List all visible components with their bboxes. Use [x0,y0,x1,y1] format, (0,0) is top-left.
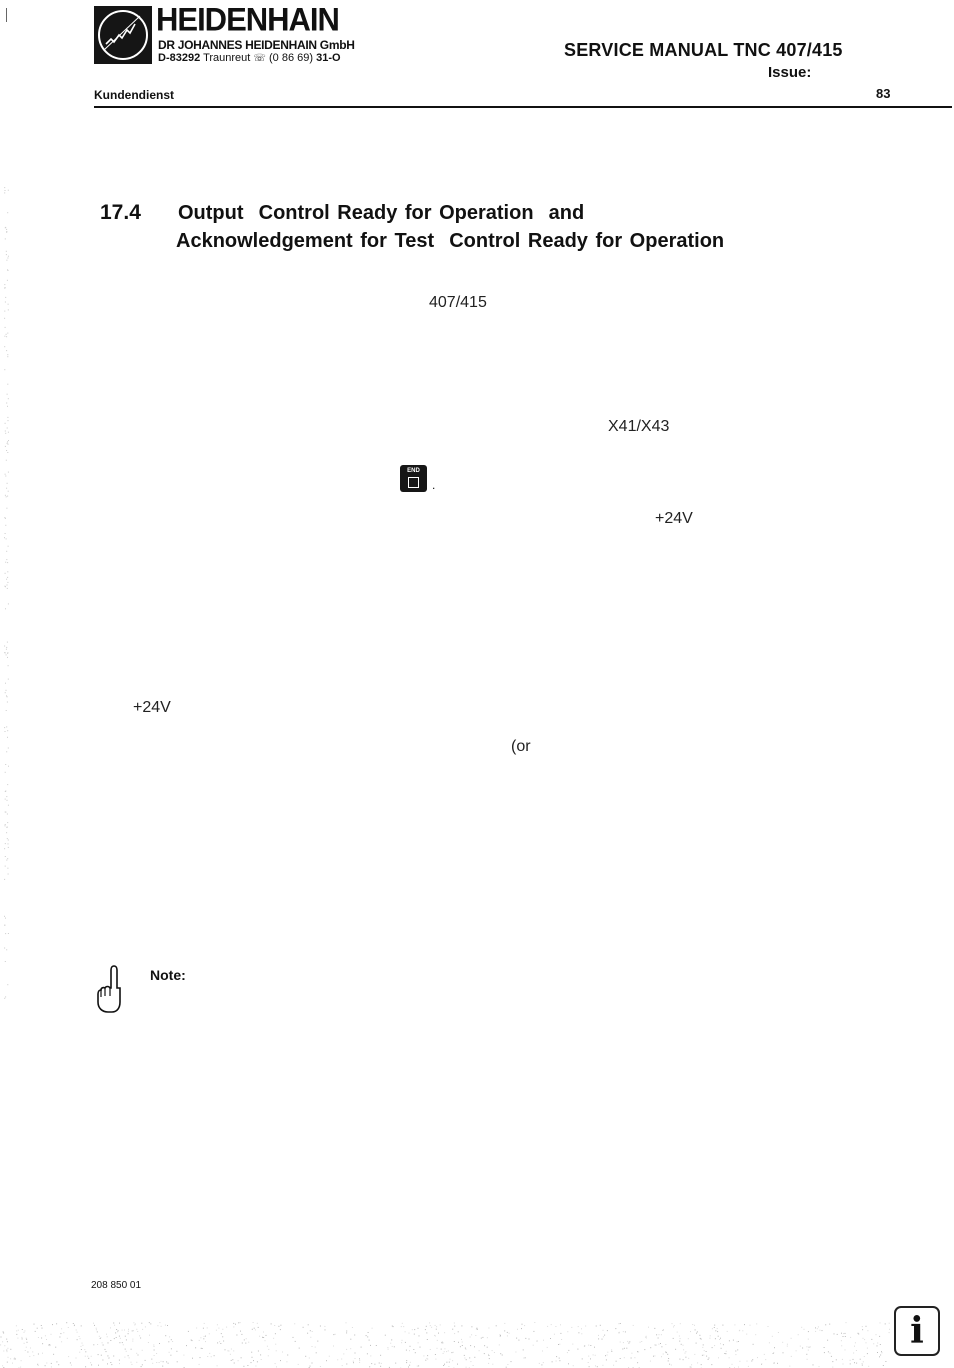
brand-name: HEIDENHAIN [156,0,339,38]
end-key-icon [400,465,427,492]
section-title-line-1: Output Control Ready for Operation and [178,202,585,224]
or-text: (or [511,738,531,755]
phone-extension: 31-O [316,52,341,64]
model-text: 407/415 [429,294,487,311]
section-title-line-2: Acknowledgement for Test Control Ready for Operation [176,230,725,252]
end-key-period: . [432,478,436,492]
voltage-text-2: +24V [133,699,171,716]
heidenhain-logo-icon [94,6,152,64]
margin-tick [6,8,7,22]
voltage-text-1: +24V [655,510,693,527]
document-number: 208 850 01 [91,1280,142,1291]
phone-icon: ☏ [253,53,266,64]
connector-text: X41/X43 [608,418,670,435]
end-key-label: END [407,468,420,474]
city: Traunreut [203,52,251,64]
issue-label: Issue: [768,64,812,81]
info-icon [894,1306,940,1356]
margin-dots [4,170,10,1010]
company-name: DR JOHANNES HEIDENHAIN GmbH [158,38,355,52]
phone-number: (0 86 69) [269,52,314,64]
note-label: Note: [150,967,186,983]
department-label: Kundendienst [94,88,174,102]
manual-title: SERVICE MANUAL TNC 407/415 [564,40,843,60]
end-key-square [408,477,419,488]
header-rule [94,106,952,108]
pointing-hand-icon [96,964,124,1014]
postal-code: D-83292 [158,52,201,64]
company-address [158,52,341,65]
scan-noise [0,1322,890,1368]
info-glyph: i [910,1310,924,1352]
page-number: 83 [876,86,891,101]
section-number: 17.4 [100,201,141,224]
